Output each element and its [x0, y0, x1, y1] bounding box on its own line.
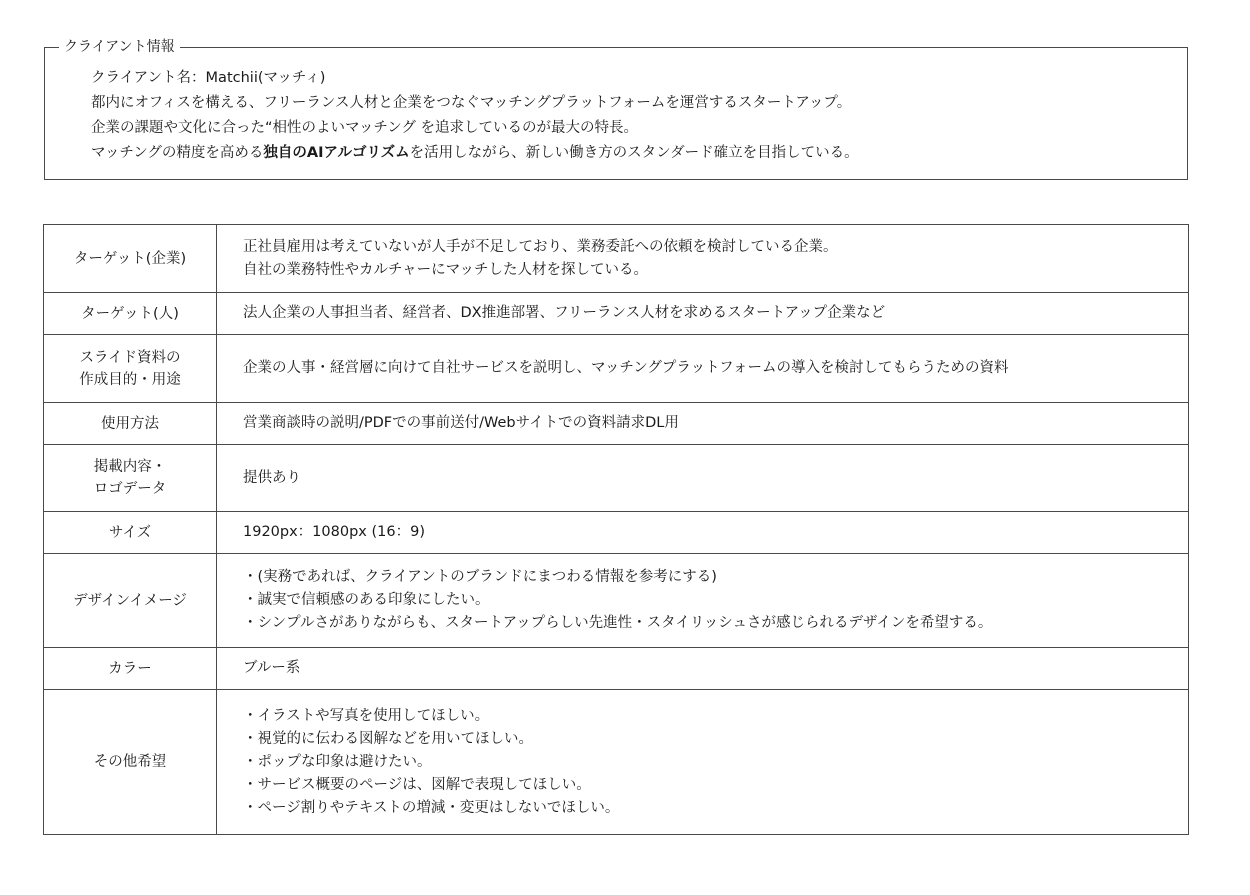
table-row-size [44, 512, 1189, 554]
row-label: サイズ [44, 512, 217, 554]
row-label: カラー [44, 648, 217, 690]
row-value: 提供あり [217, 445, 1189, 512]
row-label: デザインイメージ [44, 554, 217, 648]
client-info-legend: クライアント情報 [59, 38, 180, 56]
client-description-line-2: 企業の課題や文化に合った“相性のよいマッチング を追求しているのが最大の特長。 [91, 120, 639, 136]
line-3-prefix: マッチングの精度を高める [91, 145, 264, 161]
row-label: ターゲット(企業) [44, 225, 217, 293]
row-value: 企業の人事・経営層に向けて自社サービスを説明し、マッチングプラットフォームの導入を検討してもらうための資料 [217, 335, 1189, 403]
table-row-other-requests [44, 690, 1189, 835]
row-value: ・(実務であれば、クライアントのブランドにまつわる情報を参考にする) ・誠実で信頼感のある印象にしたい。 ・シンプルさがありながらも、スタートアップらしい先進性・スタイリッシュさが感じられるデザインを希望する。 [217, 554, 1189, 648]
row-label: その他希望 [44, 690, 217, 835]
line-3-bold-emphasis: 独自のAIアルゴリズム [263, 145, 410, 161]
table-row-target-person [44, 293, 1189, 335]
client-description-line-3 [91, 141, 859, 166]
row-label: スライド資料の 作成目的・用途 [44, 335, 217, 403]
row-value: 営業商談時の説明/PDFでの事前送付/Webサイトでの資料請求DL用 [217, 403, 1189, 445]
table-row-target-company [44, 225, 1189, 293]
client-info-box [44, 39, 1188, 180]
row-label: 掲載内容・ ロゴデータ [44, 445, 217, 512]
requirements-table [43, 224, 1189, 835]
row-label: ターゲット(人) [44, 293, 217, 335]
table-row-design-image [44, 554, 1189, 648]
table-row-content-logo [44, 445, 1189, 512]
row-value: 1920px：1080px (16：9) [217, 512, 1189, 554]
client-description-line-1: 都内にオフィスを構える、フリーランス人材と企業をつなぐマッチングプラットフォームを運営するスタートアップ。 [91, 95, 852, 111]
row-value: ・イラストや写真を使用してほしい。 ・視覚的に伝わる図解などを用いてほしい。 ・ポップな印象は避けたい。 ・サービス概要のページは、図解で表現してほしい。 ・ページ割りやテキストの増減・変更はしないでほしい。 [217, 690, 1189, 835]
client-name-line: クライアント名：Matchii(マッチィ) [91, 70, 326, 86]
table-row-purpose [44, 335, 1189, 403]
client-info-body [91, 66, 859, 166]
row-value: 法人企業の人事担当者、経営者、DX推進部署、フリーランス人材を求めるスタートアップ企業など [217, 293, 1189, 335]
table-row-color [44, 648, 1189, 690]
line-3-suffix: を活用しながら、新しい働き方のスタンダード確立を目指している。 [409, 145, 859, 161]
table-row-usage [44, 403, 1189, 445]
row-value: ブルー系 [217, 648, 1189, 690]
row-label: 使用方法 [44, 403, 217, 445]
row-value: 正社員雇用は考えていないが人手が不足しており、業務委託への依頼を検討している企業。 自社の業務特性やカルチャーにマッチした人材を探している。 [217, 225, 1189, 293]
